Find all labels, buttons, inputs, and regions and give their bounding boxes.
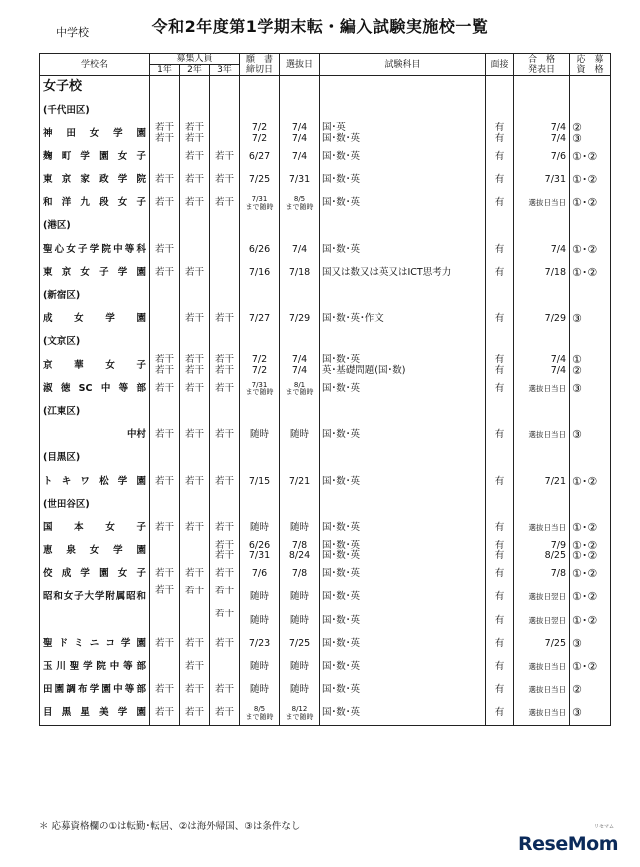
cell-qual: ③ — [570, 308, 611, 331]
table-row — [40, 238, 611, 261]
cell-result: 選抜日当日 — [514, 192, 570, 215]
cell-deadline: 6/26 — [240, 238, 280, 261]
cell-deadline: 随時 — [240, 517, 280, 540]
cell-deadline: 随時 — [240, 424, 280, 447]
table-row — [40, 169, 611, 192]
table-row — [40, 609, 611, 632]
cell-subjects: 国･数･英 — [320, 609, 486, 632]
cell-interview: 有 — [486, 262, 514, 285]
cell-g2: 若干 — [180, 633, 210, 656]
cell-subjects: 国･数･英 — [320, 633, 486, 656]
cell-deadline: 6/26 7/31 — [240, 540, 280, 563]
school-name: 東京女子学園 — [40, 262, 150, 285]
cell-qual: ①･② — [570, 192, 611, 215]
school-name: 佼成学園女子 — [40, 563, 150, 586]
cell-g3: 若干 — [210, 633, 240, 656]
school-name: 玉川聖学院中等部 — [40, 656, 150, 679]
ward-label: (文京区) — [40, 331, 150, 354]
cell-exam: 随時 — [280, 656, 320, 679]
table-row — [40, 702, 611, 726]
cell-result: 選抜日当日 — [514, 377, 570, 400]
school-name: 麹町学園女子 — [40, 146, 150, 169]
cell-subjects: 国･数･英 — [320, 424, 486, 447]
school-name: 東京家政学院 — [40, 169, 150, 192]
table-row — [40, 656, 611, 679]
cell-interview: 有 — [486, 609, 514, 632]
header-recruit: 募集人員 — [150, 54, 240, 65]
cell-qual: ①･② — [570, 609, 611, 632]
cell-g3 — [210, 238, 240, 261]
cell-deadline: 随時 — [240, 609, 280, 632]
table-row — [40, 470, 611, 493]
cell-result: 7/21 — [514, 470, 570, 493]
cell-subjects: 国･数･英 — [320, 517, 486, 540]
cell-g1: 若干 — [150, 262, 180, 285]
cell-qual: ①･② — [570, 146, 611, 169]
section-heading: 女子校 — [40, 76, 150, 100]
ward-row — [40, 447, 611, 470]
cell-qual: ② ③ — [570, 122, 611, 145]
cell-result: 選抜日翌日 — [514, 609, 570, 632]
cell-g2: 若干 — [180, 586, 210, 609]
cell-g3 — [210, 656, 240, 679]
cell-g1 — [150, 308, 180, 331]
table-row — [40, 586, 611, 609]
cell-g2: 若干 — [180, 192, 210, 215]
cell-qual: ①･② ①･② — [570, 540, 611, 563]
table-row — [40, 377, 611, 400]
cell-subjects: 国･数･英 — [320, 563, 486, 586]
header-grade-3: 3年 — [210, 65, 240, 76]
cell-subjects: 国･数･英 英･基礎問題(国･数) — [320, 354, 486, 377]
header-qualification: 応 募 資 格 — [570, 54, 611, 76]
table-row — [40, 122, 611, 145]
cell-qual: ①･② — [570, 517, 611, 540]
cell-qual: ③ — [570, 377, 611, 400]
cell-g3: 若干 — [210, 377, 240, 400]
cell-result: 選抜日翌日 — [514, 586, 570, 609]
cell-g1: 若干 — [150, 377, 180, 400]
cell-subjects: 国･数･英 — [320, 702, 486, 726]
cell-deadline: 7/31 まで随時 — [240, 192, 280, 215]
table-row — [40, 354, 611, 377]
table-row — [40, 633, 611, 656]
cell-g1 — [150, 656, 180, 679]
cell-interview: 有 — [486, 238, 514, 261]
cell-exam: 7/18 — [280, 262, 320, 285]
cell-g3: 若干 若干 — [210, 354, 240, 377]
cell-result: 選抜日当日 — [514, 702, 570, 726]
table-row — [40, 679, 611, 702]
cell-interview: 有 有 — [486, 122, 514, 145]
cell-qual: ① ② — [570, 354, 611, 377]
cell-g1: 若干 — [150, 679, 180, 702]
cell-g3: 若干 — [210, 169, 240, 192]
cell-subjects: 国･数･英･作文 — [320, 308, 486, 331]
cell-interview: 有 — [486, 377, 514, 400]
cell-exam: 随時 — [280, 586, 320, 609]
logo-text: ReseMom — [518, 833, 618, 855]
cell-g2: 若干 — [180, 656, 210, 679]
cell-interview: 有 — [486, 517, 514, 540]
cell-interview: 有 — [486, 308, 514, 331]
cell-subjects: 国又は数又は英又はICT思考力 — [320, 262, 486, 285]
cell-deadline: 6/27 — [240, 146, 280, 169]
cell-g1: 若干 — [150, 563, 180, 586]
cell-subjects: 国･数･英 — [320, 470, 486, 493]
cell-g2: 若干 若干 — [180, 354, 210, 377]
cell-result: 7/25 — [514, 633, 570, 656]
cell-g2: 若干 — [180, 169, 210, 192]
cell-result: 7/4 7/4 — [514, 122, 570, 145]
cell-g2 — [180, 540, 210, 563]
cell-subjects: 国･数･英 — [320, 679, 486, 702]
cell-exam: 随時 — [280, 609, 320, 632]
cell-exam: 7/29 — [280, 308, 320, 331]
cell-subjects: 国･数･英 — [320, 377, 486, 400]
cell-qual: ③ — [570, 702, 611, 726]
cell-g1: 若干 若干 — [150, 122, 180, 145]
cell-deadline: 7/15 — [240, 470, 280, 493]
cell-result: 選抜日当日 — [514, 424, 570, 447]
cell-deadline: 7/16 — [240, 262, 280, 285]
cell-result: 7/31 — [514, 169, 570, 192]
table-row — [40, 540, 611, 563]
cell-g2: 若干 — [180, 377, 210, 400]
school-name: 昭和女子大学附属昭和 — [40, 586, 150, 609]
cell-qual: ①･② — [570, 563, 611, 586]
ward-label: (新宿区) — [40, 285, 150, 308]
cell-qual: ①･② — [570, 586, 611, 609]
cell-g3: 若干 — [210, 308, 240, 331]
cell-g2: 若干 — [180, 702, 210, 726]
cell-subjects: 国･数･英 — [320, 656, 486, 679]
cell-qual: ①･② — [570, 238, 611, 261]
cell-g3: 若干 — [210, 424, 240, 447]
cell-g3: 若干 — [210, 192, 240, 215]
cell-g3: 若干 — [210, 563, 240, 586]
cell-deadline: 7/31 まで随時 — [240, 377, 280, 400]
cell-exam: 随時 — [280, 517, 320, 540]
cell-deadline: 7/23 — [240, 633, 280, 656]
cell-subjects: 国･数･英 国･数･英 — [320, 540, 486, 563]
cell-interview: 有 有 — [486, 540, 514, 563]
cell-g2: 若干 — [180, 470, 210, 493]
school-name: 聖心女子学院中等科 — [40, 238, 150, 261]
school-name: 中村 — [40, 424, 150, 447]
cell-interview: 有 — [486, 192, 514, 215]
cell-subjects: 国･数･英 — [320, 169, 486, 192]
cell-interview: 有 — [486, 563, 514, 586]
cell-result: 7/9 8/25 — [514, 540, 570, 563]
header-interview: 面接 — [486, 54, 514, 76]
cell-interview: 有 — [486, 169, 514, 192]
cell-exam: 8/5 まで随時 — [280, 192, 320, 215]
cell-interview: 有 有 — [486, 354, 514, 377]
cell-deadline: 随時 — [240, 656, 280, 679]
cell-result: 7/4 — [514, 238, 570, 261]
cell-g3 — [210, 122, 240, 145]
cell-interview: 有 — [486, 702, 514, 726]
cell-deadline: 7/27 — [240, 308, 280, 331]
school-name: 京華女子 — [40, 354, 150, 377]
table-row — [40, 563, 611, 586]
cell-exam: 7/4 — [280, 238, 320, 261]
cell-exam: 随時 — [280, 679, 320, 702]
ward-row — [40, 99, 611, 122]
cell-deadline: 7/2 7/2 — [240, 354, 280, 377]
cell-g1: 若干 若干 — [150, 354, 180, 377]
cell-g3: 若干 若干 — [210, 540, 240, 563]
ward-row — [40, 493, 611, 516]
cell-deadline: 8/5 まで随時 — [240, 702, 280, 726]
cell-g2: 若干 若干 — [180, 122, 210, 145]
ward-label: (江東区) — [40, 401, 150, 424]
cell-g2: 若干 — [180, 563, 210, 586]
school-name: 聖ドミニコ学園 — [40, 633, 150, 656]
page-title: 令和2年度第1学期末転・編入試験実施校一覧 — [151, 17, 489, 36]
ward-label: (港区) — [40, 215, 150, 238]
cell-subjects: 国･数･英 — [320, 586, 486, 609]
cell-g1 — [150, 540, 180, 563]
school-name: 国本女子 — [40, 517, 150, 540]
cell-qual: ①･② — [570, 262, 611, 285]
table-row — [40, 146, 611, 169]
resemom-logo — [518, 833, 618, 855]
cell-g3: 若干 — [210, 586, 240, 609]
exam-schedule-table — [39, 53, 611, 726]
cell-subjects: 国･数･英 — [320, 146, 486, 169]
cell-g1: 若干 — [150, 192, 180, 215]
cell-interview: 有 — [486, 470, 514, 493]
ward-row — [40, 285, 611, 308]
cell-result: 選抜日当日 — [514, 517, 570, 540]
table-row — [40, 424, 611, 447]
cell-interview: 有 — [486, 679, 514, 702]
cell-exam: 7/4 7/4 — [280, 354, 320, 377]
cell-interview: 有 — [486, 146, 514, 169]
cell-qual: ② — [570, 679, 611, 702]
footnote: ＊ 応募資格欄の①は転勤･転居、②は海外帰国、③は条件なし — [39, 821, 301, 832]
cell-exam: 8/1 まで随時 — [280, 377, 320, 400]
cell-g2: 若干 — [180, 424, 210, 447]
cell-exam: 7/4 — [280, 146, 320, 169]
cell-exam: 7/4 7/4 — [280, 122, 320, 145]
cell-deadline: 7/2 7/2 — [240, 122, 280, 145]
cell-g3: 若干 — [210, 609, 240, 632]
cell-g2 — [180, 238, 210, 261]
header-result: 合 格 発表日 — [514, 54, 570, 76]
school-name: 神田女学園 — [40, 122, 150, 145]
cell-deadline: 7/6 — [240, 563, 280, 586]
school-level-label: 中学校 — [56, 26, 89, 39]
ward-label: (世田谷区) — [40, 493, 150, 516]
cell-g2 — [180, 609, 210, 632]
ward-label: (千代田区) — [40, 99, 150, 122]
cell-g1 — [150, 146, 180, 169]
cell-g1: 若干 — [150, 633, 180, 656]
table-row — [40, 308, 611, 331]
cell-exam: 随時 — [280, 424, 320, 447]
cell-g1 — [150, 609, 180, 632]
school-name: 田園調布学園中等部 — [40, 679, 150, 702]
cell-g1: 若干 — [150, 702, 180, 726]
cell-qual: ①･② — [570, 169, 611, 192]
header-school: 学校名 — [40, 54, 150, 76]
cell-subjects: 国･英 国･数･英 — [320, 122, 486, 145]
cell-interview: 有 — [486, 586, 514, 609]
header-deadline: 願 書 締切日 — [240, 54, 280, 76]
cell-exam: 7/8 — [280, 563, 320, 586]
cell-result: 選抜日当日 — [514, 656, 570, 679]
cell-interview: 有 — [486, 633, 514, 656]
cell-result: 7/4 7/4 — [514, 354, 570, 377]
cell-g1: 若干 — [150, 424, 180, 447]
school-name: 和洋九段女子 — [40, 192, 150, 215]
school-name: 恵泉女学園 — [40, 540, 150, 563]
logo-subtext: リセマム — [594, 824, 614, 830]
cell-deadline: 随時 — [240, 586, 280, 609]
header-exam-date: 選抜日 — [280, 54, 320, 76]
cell-g3: 若干 — [210, 470, 240, 493]
cell-g3: 若干 — [210, 146, 240, 169]
table-row — [40, 192, 611, 215]
cell-g3: 若干 — [210, 702, 240, 726]
ward-row — [40, 331, 611, 354]
cell-result: 7/18 — [514, 262, 570, 285]
cell-interview: 有 — [486, 656, 514, 679]
school-name: 淑徳SC中等部 — [40, 377, 150, 400]
cell-g2: 若干 — [180, 679, 210, 702]
cell-qual: ①･② — [570, 470, 611, 493]
cell-qual: ③ — [570, 424, 611, 447]
cell-exam: 7/21 — [280, 470, 320, 493]
header-grade-1: 1年 — [150, 65, 180, 76]
cell-subjects: 国･数･英 — [320, 192, 486, 215]
ward-row — [40, 215, 611, 238]
cell-g1: 若干 — [150, 169, 180, 192]
cell-exam: 7/25 — [280, 633, 320, 656]
cell-deadline: 7/25 — [240, 169, 280, 192]
cell-subjects: 国･数･英 — [320, 238, 486, 261]
header-grade-2: 2年 — [180, 65, 210, 76]
cell-qual: ①･② — [570, 656, 611, 679]
cell-deadline: 随時 — [240, 679, 280, 702]
header-subjects: 試験科目 — [320, 54, 486, 76]
cell-g1: 若干 — [150, 586, 180, 609]
cell-g3 — [210, 262, 240, 285]
cell-g3: 若干 — [210, 679, 240, 702]
cell-g2: 若干 — [180, 308, 210, 331]
cell-exam: 7/31 — [280, 169, 320, 192]
cell-qual: ③ — [570, 633, 611, 656]
table-row — [40, 262, 611, 285]
cell-g2: 若干 — [180, 146, 210, 169]
table-body — [40, 76, 611, 726]
school-name: 目黒星美学園 — [40, 702, 150, 726]
cell-result: 7/8 — [514, 563, 570, 586]
cell-result: 選抜日当日 — [514, 679, 570, 702]
cell-exam: 8/12 まで随時 — [280, 702, 320, 726]
cell-g1: 若干 — [150, 517, 180, 540]
ward-label: (目黒区) — [40, 447, 150, 470]
cell-exam: 7/8 8/24 — [280, 540, 320, 563]
cell-g2: 若干 — [180, 517, 210, 540]
cell-g1: 若干 — [150, 470, 180, 493]
cell-g2: 若干 — [180, 262, 210, 285]
ward-row — [40, 401, 611, 424]
school-name: 成女学園 — [40, 308, 150, 331]
cell-result: 7/6 — [514, 146, 570, 169]
school-name: トキワ松学園 — [40, 470, 150, 493]
school-name — [40, 609, 150, 632]
cell-result: 7/29 — [514, 308, 570, 331]
cell-interview: 有 — [486, 424, 514, 447]
cell-g1: 若干 — [150, 238, 180, 261]
cell-g3: 若干 — [210, 517, 240, 540]
table-row — [40, 517, 611, 540]
